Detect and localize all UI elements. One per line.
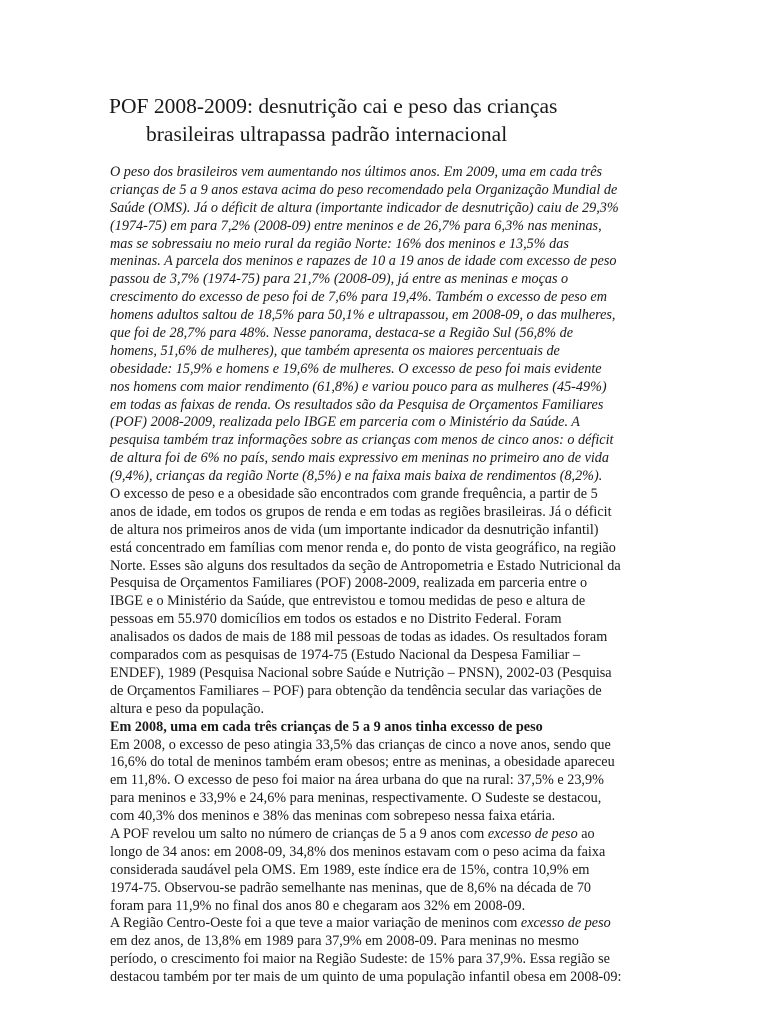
text-line: de Orçamentos Familiares – POF) para obtenção da tendência secular das variações de	[110, 682, 602, 699]
paragraph	[110, 915, 670, 987]
section-heading: Em 2008, uma em cada três crianças de 5 a 9 anos tinha excesso de peso	[110, 718, 543, 735]
text-line: foram para 11,9% no final dos anos 80 e chegaram aos 32% em 2008-09.	[110, 897, 526, 914]
text-line: pesquisa também traz informações sobre as crianças com menos de cinco anos: o déficit	[110, 432, 614, 449]
text-run: A Região Centro-Oeste foi a que teve a maior variação de meninos com	[110, 915, 521, 932]
text-line: que foi de 28,7% para 48%. Nesse panorama, destaca-se a Região Sul (56,8% de	[110, 325, 573, 342]
text-run: ao	[577, 825, 595, 842]
text-line: mas se sobressaiu no meio rural da região Norte: 16% dos meninos e 13,5% das	[110, 235, 569, 252]
text-line: (POF) 2008-2009, realizada pelo IBGE em parceria com o Ministério da Saúde. A	[110, 414, 580, 431]
text-line: período, o crescimento foi maior na Região Sudeste: de 15% para 37,9%. Essa região se	[110, 951, 610, 968]
text-line: crescimento do excesso de peso foi de 7,6% para 19,4%. Também o excesso de peso em	[110, 289, 607, 306]
emphasis-text: excesso de peso	[487, 825, 578, 842]
text-line: comparados com as pesquisas de 1974-75 (Estudo Nacional da Despesa Familiar –	[110, 647, 581, 664]
text-line	[110, 826, 670, 844]
text-line: meninas. A parcela dos meninos e rapazes de 10 a 19 anos de idade com excesso de peso	[110, 253, 617, 270]
text-line: analisados os dados de mais de 188 mil pessoas de todas as idades. Os resultados foram	[110, 629, 608, 646]
text-line: Pesquisa de Orçamentos Familiares (POF) 2008-2009, realizada em parceria entre o	[110, 575, 588, 592]
text-line: (1974-75) em para 7,2% (2008-09) entre meninos e de 26,7% para 6,3% nas meninas,	[110, 217, 602, 234]
text-line: nos homens com maior rendimento (61,8%) e variou pouco para as mulheres (45-49%)	[110, 378, 607, 395]
page-title	[109, 92, 669, 148]
lead-paragraph	[110, 164, 670, 486]
text-line: destacou também por ter mais de um quinto de uma população infantil obesa em 2008-09:	[110, 969, 622, 986]
emphasis-text: excesso de peso	[520, 915, 611, 932]
text-line: considerada saudável pela OMS. Em 1989, este índice era de 15%, contra 10,9% em	[110, 861, 590, 878]
text-line: homens adultos saltou de 18,5% para 50,1% e ultrapassou, em 2008-09, o das mulheres,	[110, 307, 616, 324]
text-line: Em 2008, o excesso de peso atingia 33,5% das crianças de cinco a nove anos, sendo que	[110, 736, 611, 753]
text-line: crianças de 5 a 9 anos estava acima do peso recomendado pela Organização Mundial de	[110, 181, 618, 198]
text-line: 1974-75. Observou-se padrão semelhante nas meninas, que de 8,6% na década de 70	[110, 879, 592, 896]
text-line: O excesso de peso e a obesidade são encontrados com grande frequência, a partir de 5	[110, 486, 598, 503]
text-line: está concentrado em famílias com menor renda e, do ponto de vista geográfico, na região	[110, 539, 616, 556]
text-line	[110, 915, 670, 933]
text-line: O peso dos brasileiros vem aumentando nos últimos anos. Em 2009, uma em cada três	[110, 164, 603, 180]
text-line: 16,6% do total de meninos também eram obesos; entre as meninas, a obesidade apareceu	[110, 754, 615, 771]
text-line: Saúde (OMS). Já o déficit de altura (importante indicador de desnutrição) caiu de 29,3%	[110, 199, 619, 216]
title-line-1: POF 2008-2009: desnutrição cai e peso das crianças	[109, 94, 558, 118]
paragraph	[110, 486, 670, 719]
text-line: de altura nos primeiros anos de vida (um importante indicador da desnutrição infantil)	[110, 521, 599, 538]
text-line: anos de idade, em todos os grupos de renda e em todas as regiões brasileiras. Já o déficit	[110, 503, 612, 520]
text-line: IBGE e o Ministério da Saúde, que entrevistou e tomou medidas de peso e altura de	[110, 593, 586, 610]
text-line: em todas as faixas de renda. Os resultados são da Pesquisa de Orçamentos Familiares	[110, 396, 604, 413]
text-line: em 11,8%. O excesso de peso foi maior na área urbana do que na rural: 37,5% e 23,9%	[110, 772, 604, 789]
article-body	[110, 164, 670, 987]
paragraph	[110, 737, 670, 826]
text-line: de altura foi de 6% no país, sendo mais expressivo em meninas no primeiro ano de vida	[110, 450, 609, 467]
text-line: ENDEF), 1989 (Pesquisa Nacional sobre Saúde e Nutrição – PNSN), 2002-03 (Pesquisa	[110, 664, 612, 681]
text-line: Norte. Esses são alguns dos resultados da seção de Antropometria e Estado Nutricional da	[110, 557, 621, 574]
text-line: pessoas em 55.970 domicílios em todos os estados e no Distrito Federal. Foram	[110, 611, 562, 628]
text-line: longo de 34 anos: em 2008-09, 34,8% dos meninos estavam com o peso acima da faixa	[110, 843, 606, 860]
text-line: altura e peso da população.	[110, 700, 265, 717]
text-line: homens, 51,6% de mulheres), que também apresenta os maiores percentuais de	[110, 342, 560, 359]
text-line: obesidade: 15,9% e homens e 19,6% de mulheres. O excesso de peso foi mais evidente	[110, 360, 602, 377]
text-line: em dez anos, de 13,8% em 1989 para 37,9% em 2008-09. Para meninas no mesmo	[110, 933, 579, 950]
text-line: com 40,3% dos meninos e 38% das meninas com sobrepeso nessa faixa etária.	[110, 808, 556, 825]
paragraph	[110, 826, 670, 915]
text-line: passou de 3,7% (1974-75) para 21,7% (2008-09), já entre as meninas e moças o	[110, 271, 569, 288]
title-line-2: brasileiras ultrapassa padrão internacional	[146, 122, 508, 146]
text-line: (9,4%), crianças da região Norte (8,5%) e na faixa mais baixa de rendimentos (8,2%).	[110, 468, 603, 485]
text-line: para meninos e 33,9% e 24,6% para meninas, respectivamente. O Sudeste se destacou,	[110, 790, 602, 807]
text-run: A POF revelou um salto no número de crianças de 5 a 9 anos com	[110, 825, 488, 842]
